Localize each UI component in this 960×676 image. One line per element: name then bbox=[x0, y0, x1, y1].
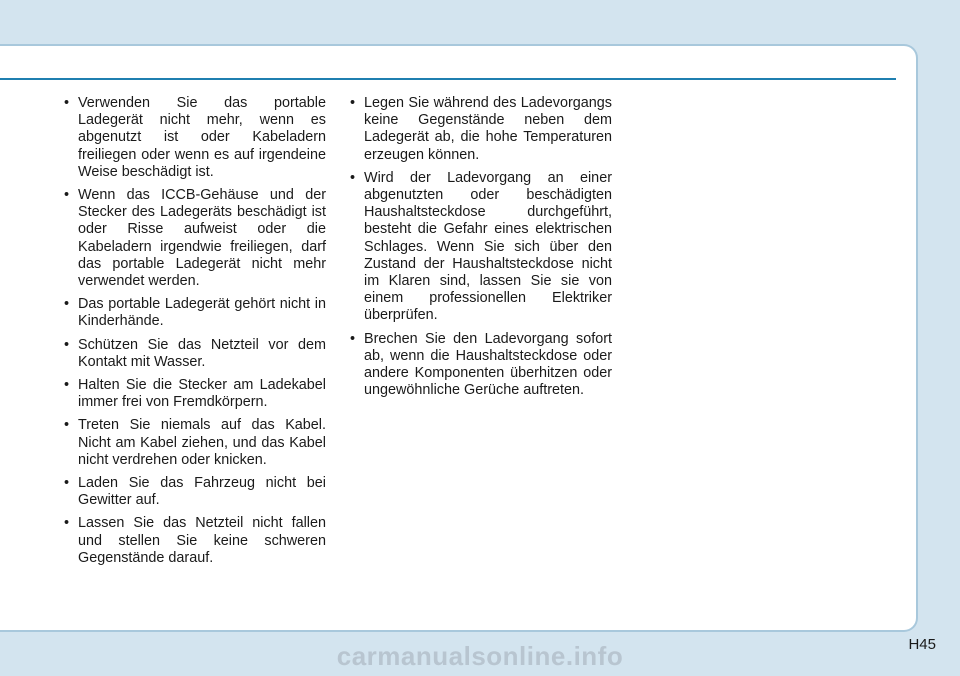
bullet-icon: • bbox=[64, 515, 70, 532]
list-item bbox=[64, 187, 326, 290]
list-item bbox=[64, 475, 326, 509]
list-item-text: Schützen Sie das Netzteil vor dem Kontakt mit Wasser. bbox=[78, 336, 326, 370]
bullet-icon: • bbox=[350, 330, 356, 347]
list-item bbox=[64, 377, 326, 411]
list-item-text: Lassen Sie das Netzteil nicht fallen und stellen Sie keine schweren Gegenstände darauf. bbox=[78, 515, 326, 566]
bullet-icon: • bbox=[64, 95, 70, 111]
left-column bbox=[64, 95, 326, 573]
list-item-text: Treten Sie niemals auf das Kabel. Nicht am Kabel ziehen, und das Kabel nicht verdrehen oder knicken. bbox=[78, 417, 326, 468]
list-item-text: Halten Sie die Stecker am Ladekabel immer frei von Fremdkörpern. bbox=[78, 377, 326, 411]
bullet-icon: • bbox=[350, 169, 356, 186]
page-panel bbox=[0, 44, 918, 632]
right-column bbox=[350, 95, 612, 405]
top-rule bbox=[0, 78, 896, 80]
list-item bbox=[64, 417, 326, 469]
list-item bbox=[64, 296, 326, 330]
list-item bbox=[350, 95, 612, 164]
list-item bbox=[350, 331, 612, 400]
bullet-icon: • bbox=[64, 296, 70, 313]
list-item-text: Wenn das ICCB-Gehäuse und der Stecker des Ladegeräts beschädigt ist oder Risse aufweist oder die Kabeladern irgendwie freiliegen, darf das portable Ladegerät nicht mehr verwendet werden. bbox=[78, 187, 326, 290]
bullet-icon: • bbox=[64, 475, 70, 492]
list-item bbox=[64, 337, 326, 371]
list-item-text: Wird der Ladevorgang an einer abgenutzten oder beschädigten Haushaltsteckdose durchgeführt, besteht die Gefahr eines elektrischen Schlages. Wenn Sie sich über den Zustand der Haushaltsteckdose nicht im Klaren sind, lassen Sie sie von einem professionellen Elektriker überprüfen. bbox=[364, 169, 612, 324]
list-item-text: Brechen Sie den Ladevorgang sofort ab, wenn die Haushaltsteckdose oder andere Komponenten überhitzen oder ungewöhnliche Gerüche auftreten. bbox=[364, 330, 612, 399]
bullet-icon: • bbox=[64, 187, 70, 204]
bullet-icon: • bbox=[64, 377, 70, 394]
list-item-text: Verwenden Sie das portable Ladegerät nicht mehr, wenn es abgenutzt ist oder Kabeladern freiliegen oder wenn es auf irgendeine Weise beschädigt ist. bbox=[78, 95, 326, 180]
list-item bbox=[64, 515, 326, 567]
watermark: carmanualsonline.info bbox=[336, 641, 624, 671]
bullet-icon: • bbox=[64, 336, 70, 353]
list-item bbox=[350, 170, 612, 325]
list-item-text: Das portable Ladegerät gehört nicht in Kinderhände. bbox=[78, 296, 326, 330]
list-item bbox=[64, 95, 326, 181]
list-item-text: Legen Sie während des Ladevorgangs keine Gegenstände neben dem Ladegerät ab, die hohe Temperaturen erzeugen können. bbox=[364, 95, 612, 163]
bullet-icon: • bbox=[64, 417, 70, 434]
page-number: H45 bbox=[908, 636, 936, 653]
bullet-icon: • bbox=[350, 95, 356, 111]
list-item-text: Laden Sie das Fahrzeug nicht bei Gewitter auf. bbox=[78, 475, 326, 509]
